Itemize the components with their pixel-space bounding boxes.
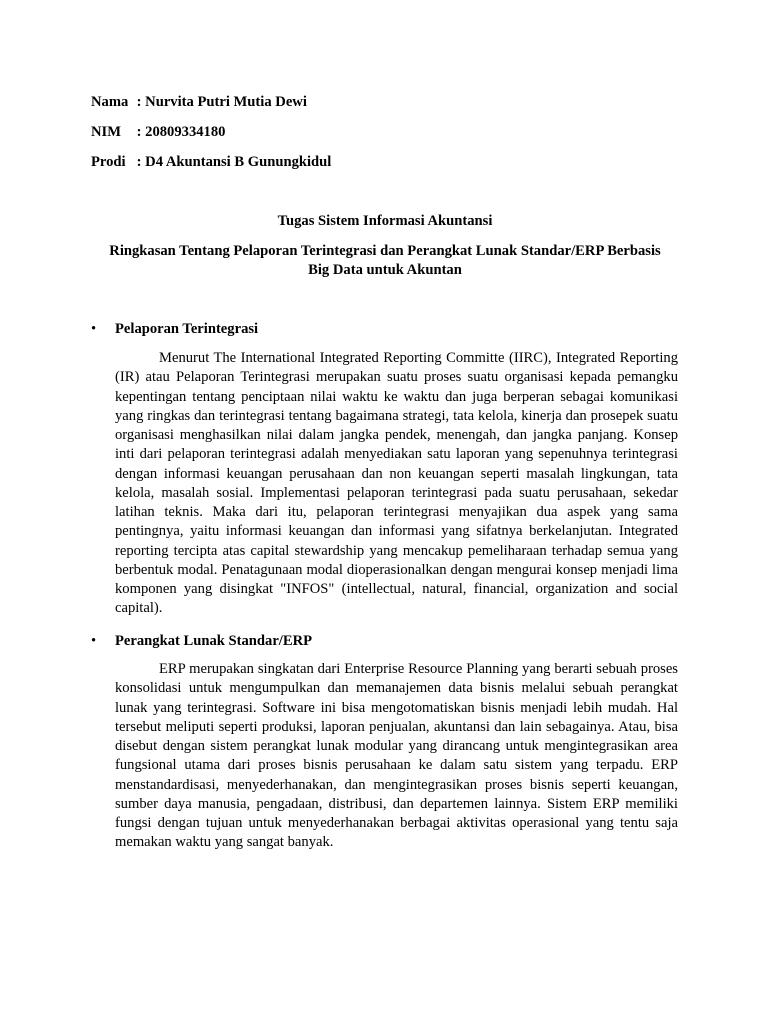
- subtitle-line-2: Big Data untuk Akuntan: [308, 262, 462, 278]
- subtitle-line-1: Ringkasan Tentang Pelaporan Terintegrasi dan Perangkat Lunak Standar/ERP Berbasis: [109, 243, 661, 259]
- prodi-label: Prodi: [91, 154, 126, 170]
- bullet-icon: •: [91, 321, 97, 337]
- nim-label: NIM: [91, 124, 121, 140]
- nim-row: [91, 123, 225, 141]
- document-subtitle: [70, 242, 700, 280]
- prodi-row: [91, 153, 331, 171]
- section-body-pelaporan: Menurut The International Integrated Reporting Committe (IIRC), Integrated Reporting (IR) atau Pelaporan Terintegrasi merupakan suatu proses suatu organisasi kepada pemangku kepentingan tentang penciptaan nilai waktu ke waktu dan juga berperan sebagai komunikasi yang ringkas dan terintegrasi tentang bagaimana strategi, tata kelola, kinerja dan prosepek suatu organisasi menghasilkan nilai dalam jangka pendek, menengah, dan jangka panjang. Konsep inti dari pelaporan terintegrasi adalah menyediakan satu laporan yang sepenuhnya terintegrasi dengan informasi keuangan perusahaan dan non keuangan seperti masalah lingkungan, tata kelola, masalah sosial. Implementasi pelaporan terintegrasi pada suatu perusahaan, sekedar latihan teknis. Maka dari itu, pelaporan terintegrasi menyajikan dua aspek yang sama pentingnya, yaitu informasi keuangan dan informasi yang sifatnya berkelanjutan. Integrated reporting tercipta atas capital stewardship yang mencakup pemeliharaan terhadap semua yang berbentuk modal. Penatagunaan modal dioperasionalkan dengan mengurai konsep menjadi lima komponen yang disingkat "INFOS" (intellectual, natural, financial, organization and social capital).: [115, 350, 678, 617]
- bullet-icon: •: [91, 633, 97, 649]
- nama-label: Nama: [91, 94, 129, 110]
- nim-value: : 20809334180: [136, 124, 226, 140]
- prodi-value: : D4 Akuntansi B Gunungkidul: [136, 154, 332, 170]
- nama-row: [91, 93, 307, 111]
- section-heading-pelaporan: [91, 320, 258, 338]
- section-heading-label: Perangkat Lunak Standar/ERP: [115, 633, 313, 649]
- section-body-erp: ERP merupakan singkatan dari Enterprise Resource Planning yang berarti sebuah proses konsolidasi untuk mengumpulkan dan memanajemen data bisnis melalui sebuah perangkat lunak yang terintegrasi. Software ini bisa mengotomatiskan bisnis menjadi lebih mudah. Hal tersebut meliputi seperti produksi, laporan penjualan, akuntansi dan lain sebagainya. Atau, bisa disebut dengan sistem perangkat lunak modular yang dirancang untuk mengintegrasikan area fungsional utama dari proses bisnis perusahaan ke dalam satu sistem yang terpadu. ERP menstandardisasi, menyederhanakan, dan mengintegrasikan proses bisnis seperti keuangan, sumber daya manusia, pengadaan, distribusi, dan departemen lainnya. Sistem ERP memiliki fungsi dengan tujuan untuk menyederhanakan berbagai aktivitas operasional yang tentu saja memakan waktu yang sangat banyak.: [115, 661, 678, 851]
- section-heading-label: Pelaporan Terintegrasi: [115, 321, 259, 337]
- section-heading-erp: [91, 632, 312, 650]
- nama-value: : Nurvita Putri Mutia Dewi: [136, 94, 307, 110]
- course-title: Tugas Sistem Informasi Akuntansi: [277, 213, 493, 229]
